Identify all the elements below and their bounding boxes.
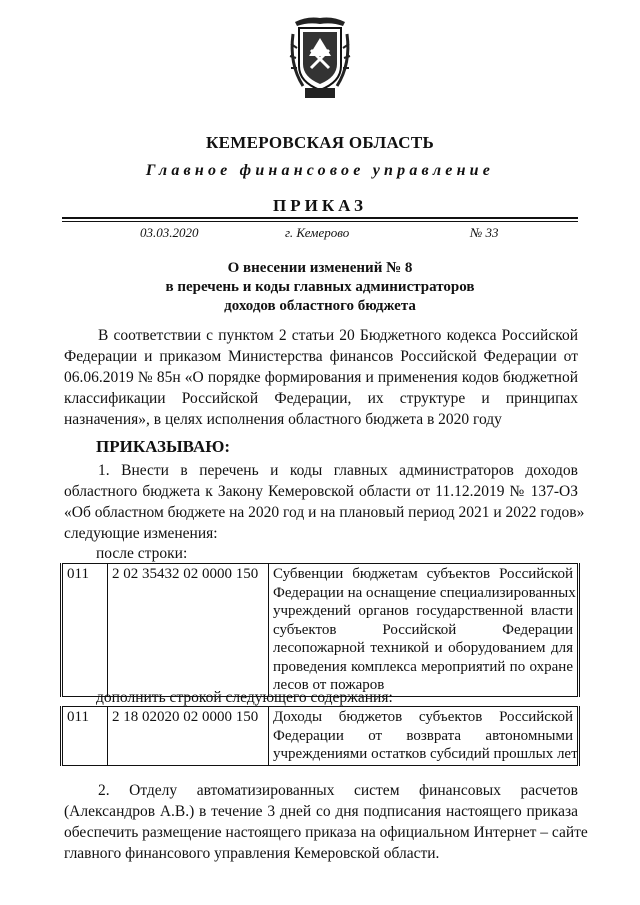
new-row-table xyxy=(60,706,580,766)
header-rule-thin xyxy=(62,221,578,222)
paragraph-line: 1. Внести в перечень и коды главных администраторов доходов xyxy=(98,462,578,479)
paragraph-line: областного бюджета к Закону Кемеровской области от 11.12.2019 № 137-ОЗ xyxy=(64,483,578,500)
paragraph-line: главного финансового управления Кемеровской области. xyxy=(64,845,440,862)
subject-line: доходов областного бюджета xyxy=(224,298,416,314)
subject-line: О внесении изменений № 8 xyxy=(227,260,413,276)
existing-row-table xyxy=(60,563,580,697)
budget-code-cell: 2 02 35432 02 0000 150 xyxy=(108,564,269,697)
paragraph-line: обеспечить размещение настоящего приказа на официальном Интернет – сайте xyxy=(64,824,588,841)
budget-code-cell: 2 18 02020 02 0000 150 xyxy=(108,707,269,766)
paragraph-line: «Об областном бюджете на 2020 год и на плановый период 2021 и 2022 годов» xyxy=(64,504,585,521)
document-place: г. Кемерово xyxy=(285,225,350,240)
note-after-row: после строки: xyxy=(96,545,188,562)
subject-line: в перечень и коды главных администраторов xyxy=(165,279,475,295)
document-subject xyxy=(0,259,640,316)
cell-line: Федерации от возврата автономными xyxy=(273,727,573,744)
description-cell xyxy=(269,564,579,697)
paragraph-line: следующие изменения: xyxy=(64,525,218,542)
paragraph-line: назначения», в целях исполнения областного бюджета в 2020 году xyxy=(64,411,502,428)
description-cell xyxy=(269,707,579,766)
document-type: ПРИКАЗ xyxy=(273,196,367,215)
coat-of-arms-emblem xyxy=(285,14,355,104)
paragraph-line: Федерации и приказом Министерства финансов Российской Федерации от xyxy=(64,348,578,365)
paragraph-line: 06.06.2019 № 85н «О порядке формирования и применения кодов бюджетной xyxy=(64,369,578,386)
document-number: № 33 xyxy=(470,225,499,240)
cell-line: учреждений органов государственной власти xyxy=(273,603,573,619)
cell-line: субъектов Российской Федерации xyxy=(273,621,573,638)
paragraph-line: В соответствии с пунктом 2 статьи 20 Бюджетного кодекса Российской xyxy=(98,327,578,344)
note-add-row: дополнить строкой следующего содержания: xyxy=(96,689,393,706)
cell-line: учреждениями остатков субсидий прошлых лет xyxy=(273,746,578,762)
region-title: КЕМЕРОВСКАЯ ОБЛАСТЬ xyxy=(206,133,434,152)
department-title: Главное финансовое управление xyxy=(145,162,495,179)
cell-line: лесов от пожаров xyxy=(273,677,385,693)
cell-line: Федерации на оснащение специализированных xyxy=(273,584,576,601)
cell-line: проведения комплекса мероприятий по охране xyxy=(273,658,573,675)
admin-code-cell: 011 xyxy=(62,707,108,766)
paragraph-line: (Александров А.В.) в течение 3 дней со дня подписания настоящего приказа xyxy=(64,803,578,820)
document-date: 03.03.2020 xyxy=(140,225,199,240)
cell-line: лесопожарной техникой и оборудованием для xyxy=(273,640,573,656)
admin-code-cell: 011 xyxy=(62,564,108,697)
preamble-paragraph xyxy=(64,325,578,430)
item-1-paragraph xyxy=(64,460,585,544)
cell-line: Субвенции бюджетам субъектов Российской xyxy=(273,566,573,582)
table-row xyxy=(62,707,579,766)
header-rule xyxy=(62,217,578,219)
paragraph-line: 2. Отделу автоматизированных систем финансовых расчетов xyxy=(98,782,578,799)
order-directive: ПРИКАЗЫВАЮ: xyxy=(96,437,231,456)
paragraph-line: классификации Российской Федерации, их структуре и принципах xyxy=(64,390,578,407)
table-row xyxy=(62,564,579,697)
item-2-paragraph xyxy=(64,780,588,864)
cell-line: Доходы бюджетов субъектов Российской xyxy=(273,709,573,725)
